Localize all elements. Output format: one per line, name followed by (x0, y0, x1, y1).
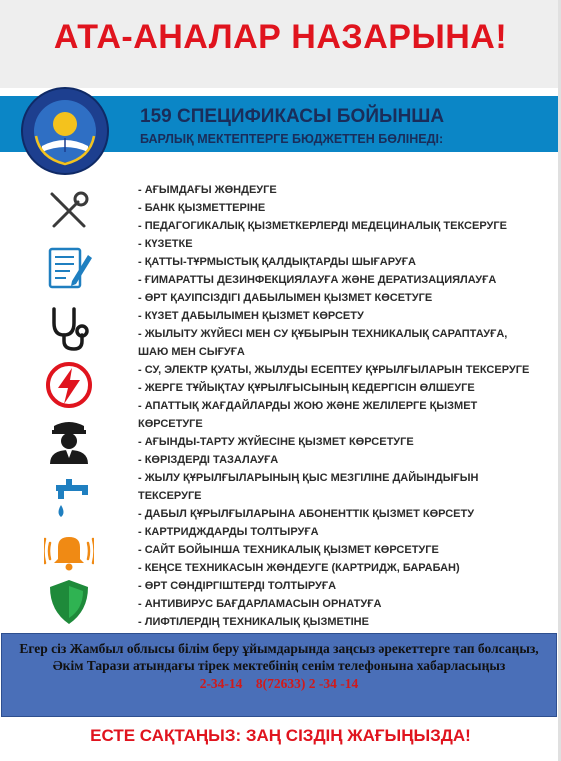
list-item: КӨРСЕТУГЕ (138, 418, 203, 430)
banner-text (140, 106, 444, 146)
hotline-phone-numbers[interactable]: 2-34-14 8(72633) 2 -34 -14 (199, 676, 359, 691)
alarm-bell-icon (44, 525, 94, 575)
list-item: - КҮЗЕТ ДАБЫЛЫМЕН ҚЫЗМЕТ КӨРСЕТУ (138, 310, 364, 322)
list-item: - САЙТ БОЙЫНША ТЕХНИКАЛЫҚ ҚЫЗМЕТ КӨРСЕТУГЕ (138, 544, 439, 556)
list-item: - КЕҢСЕ ТЕХНИКАСЫН ЖӨНДЕУГЕ (КАРТРИДЖ, БАРАБАН) (138, 562, 460, 574)
list-item: ШАЮ МЕН СЫҒУҒА (138, 346, 245, 358)
stethoscope-icon (44, 303, 94, 353)
list-item: - БАНК ҚЫЗМЕТТЕРІНЕ (138, 202, 266, 214)
security-guard-icon (44, 416, 94, 466)
list-item: - ЛИФТІЛЕРДІҢ ТЕХНИКАЛЫҚ ҚЫЗМЕТІНЕ (138, 616, 369, 628)
list-item: - ЖЫЛЫТУ ЖҮЙЕСІ МЕН СУ ҚҰБЫРЫН ТЕХНИКАЛЫҚ САРАПТАУҒА, (138, 328, 508, 340)
list-item: - ӨРТ ҚАУІПСІЗДІГІ ДАБЫЛЫМЕН ҚЫЗМЕТ КӨСЕТУГЕ (138, 292, 433, 304)
list-item: - ДАБЫЛ ҚҰРЫЛҒЫЛАРЫНА АБОНЕНТТІК ҚЫЗМЕТ КӨРСЕТУ (138, 508, 475, 520)
emblem-logo (20, 86, 110, 176)
hotline-message: Егер сіз Жамбыл облысы білім беру ұйымдарында заңсыз әрекеттерге тап болсаңыз, Әкім Тарази атындағы тірек мектебінің сенім телефонына хабарласыңыз (19, 641, 539, 673)
list-item: - ӨРТ СӨНДІРГІШТЕРДІ ТОЛТЫРУҒА (138, 580, 337, 592)
shield-icon (44, 577, 94, 627)
list-item: - ҒИМАРАТТЫ ДЕЗИНФЕКЦИЯЛАУҒА ЖӘНЕ ДЕРАТИЗАЦИЯЛАУҒА (138, 274, 497, 286)
list-item: - ҚАТТЫ-ТҰРМЫСТЫҚ ҚАЛДЫҚТАРДЫ ШЫҒАРУҒА (138, 256, 416, 268)
banner-line-2: БАРЛЫҚ МЕКТЕПТЕРГЕ БЮДЖЕТТЕН БӨЛІНЕДІ: (140, 132, 444, 146)
document-pen-icon (44, 243, 94, 293)
list-item: - АҒЫМДАҒЫ ЖӨНДЕУГЕ (138, 184, 277, 196)
lightning-bolt-icon (44, 360, 94, 410)
list-item: ТЕКСЕРУГЕ (138, 490, 202, 502)
banner-line-1: 159 СПЕЦИФИКАСЫ БОЙЫНША (140, 106, 445, 127)
water-tap-icon (44, 475, 94, 525)
list-item: - АНТИВИРУС БАҒДАРЛАМАСЫН ОРНАТУҒА (138, 598, 382, 610)
list-item: - ЖЫЛУ ҚҰРЫЛҒЫЛАРЫНЫҢ ҚЫС МЕЗГІЛІНЕ ДАЙЫНДЫҒЫН (138, 472, 479, 484)
wrench-screwdriver-icon (44, 186, 94, 236)
list-item: - ЖЕРГЕ ТҰЙЫҚТАУ ҚҰРЫЛҒЫСЫНЫҢ КЕДЕРГІСІН ӨЛШЕУГЕ (138, 382, 475, 394)
list-item: - АПАТТЫҚ ЖАҒДАЙЛАРДЫ ЖОЮ ЖӘНЕ ЖЕЛІЛЕРГЕ ҚЫЗМЕТ (138, 400, 478, 412)
footer-slogan: ЕСТЕ САҚТАҢЫЗ: ЗАҢ СІЗДІҢ ЖАҒЫҢЫЗДА! (90, 726, 471, 745)
poster-title: АТА-АНАЛАР НАЗАРЫНА! (53, 18, 508, 56)
hotline-info-box (1, 633, 557, 717)
list-item: - КӨРІЗДЕРДІ ТАЗАЛАУҒА (138, 454, 279, 466)
list-item: - АҒЫНДЫ-ТАРТУ ЖҮЙЕСІНЕ ҚЫЗМЕТ КӨРСЕТУГЕ (138, 436, 414, 448)
list-item: - СУ, ЭЛЕКТР ҚУАТЫ, ЖЫЛУДЫ ЕСЕПТЕУ ҚҰРЫЛҒЫЛАРЫН ТЕКСЕРУГЕ (138, 364, 530, 376)
list-item: - ПЕДАГОГИКАЛЫҚ ҚЫЗМЕТКЕРЛЕРДІ МЕДЕЦИНАЛЫҚ ТЕКСЕРУГЕ (138, 220, 507, 232)
list-item: - КҮЗЕТКЕ (138, 238, 193, 250)
funding-items-list (138, 181, 548, 631)
list-item: - КАРТРИДЖДАРДЫ ТОЛТЫРУҒА (138, 526, 319, 538)
